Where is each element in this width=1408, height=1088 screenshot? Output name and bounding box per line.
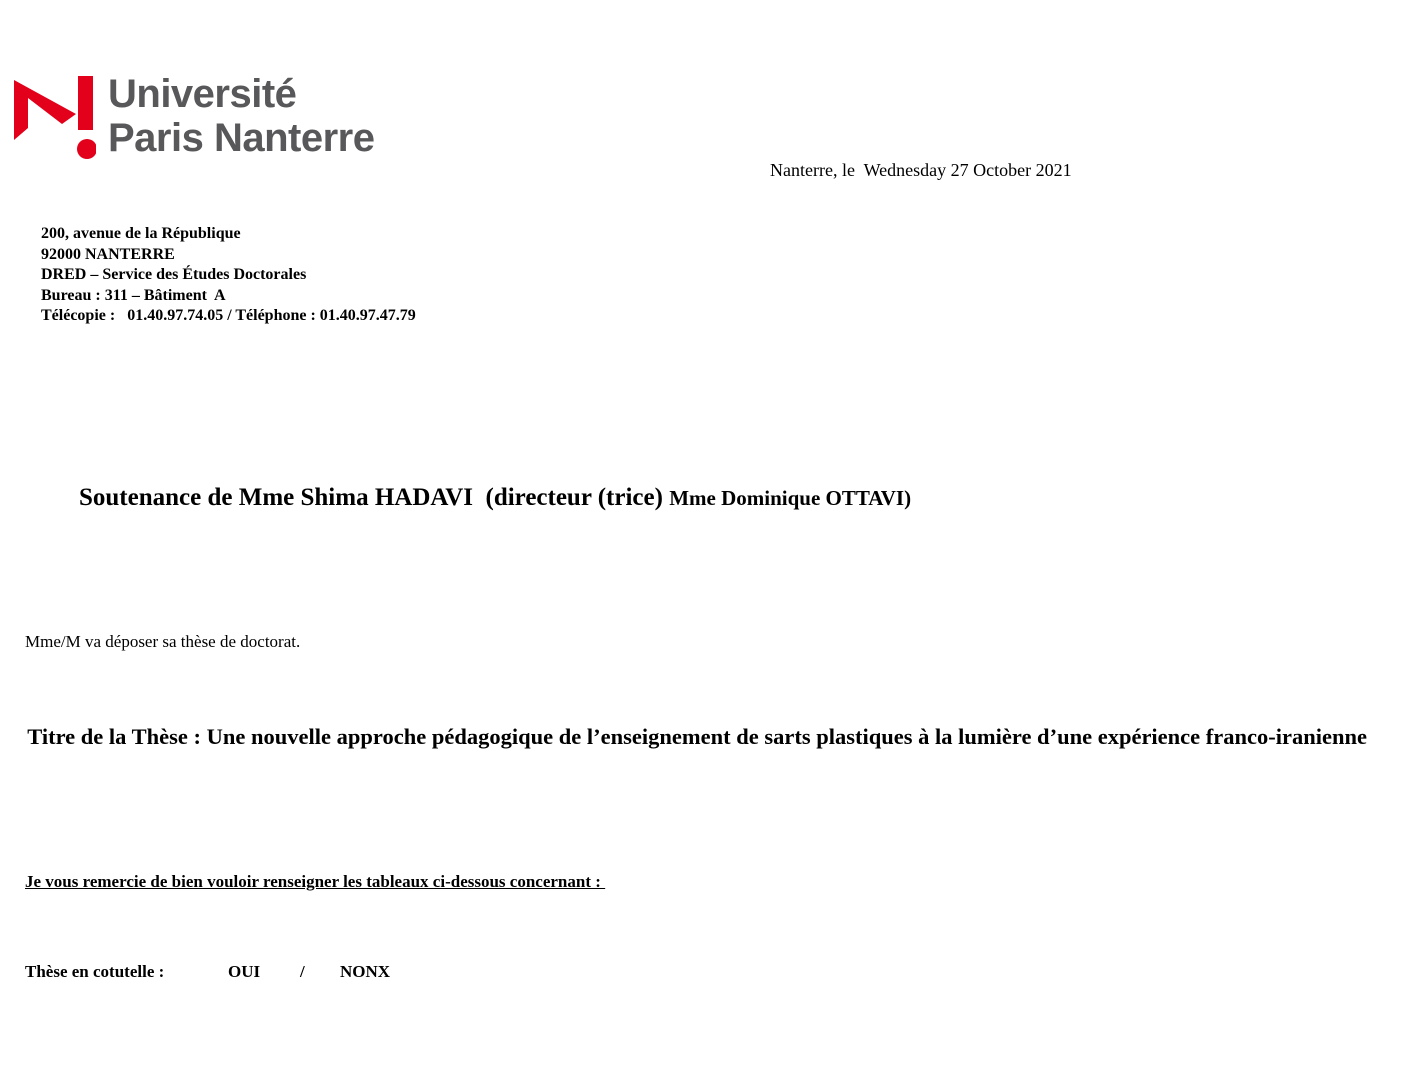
university-logo xyxy=(14,72,414,164)
address-block xyxy=(41,224,416,327)
soutenance-main: Soutenance de Mme Shima HADAVI (directeur (trice) xyxy=(79,484,670,511)
cotutelle-non: NONX xyxy=(340,962,391,981)
thesis-title: Titre de la Thèse : Une nouvelle approche pédagogique de l’enseignement de sarts plastiques à la lumière d’une expérience franco-iranienne xyxy=(16,724,1367,749)
address-line: 92000 NANTERRE xyxy=(41,245,175,263)
cotutelle-label: Thèse en cotutelle : xyxy=(25,962,165,981)
address-line: Télécopie : 01.40.97.74.05 / Téléphone : 01.40.97.47.79 xyxy=(41,307,416,324)
depot-text: Mme/M va déposer sa thèse de doctorat. xyxy=(25,632,301,651)
nanterre-logo-icon xyxy=(14,76,96,160)
logo-text-line1: Université xyxy=(108,72,297,116)
address-line: 200, avenue de la République xyxy=(41,225,241,242)
soutenance-heading xyxy=(79,484,911,512)
address-line: DRED – Service des Études Doctorales xyxy=(41,266,307,283)
soutenance-director: Mme Dominique OTTAVI) xyxy=(669,486,912,510)
cotutelle-separator: / xyxy=(300,962,305,981)
request-text: Je vous remercie de bien vouloir renseigner les tableaux ci-dessous concernant : xyxy=(25,872,606,891)
logo-text-line2: Paris Nanterre xyxy=(108,116,375,160)
cotutelle-oui: OUI xyxy=(228,962,261,981)
date-line: Nanterre, le Wednesday 27 October 2021 xyxy=(770,160,1072,180)
address-line: Bureau : 311 – Bâtiment A xyxy=(41,286,226,304)
cotutelle-row xyxy=(25,962,390,982)
